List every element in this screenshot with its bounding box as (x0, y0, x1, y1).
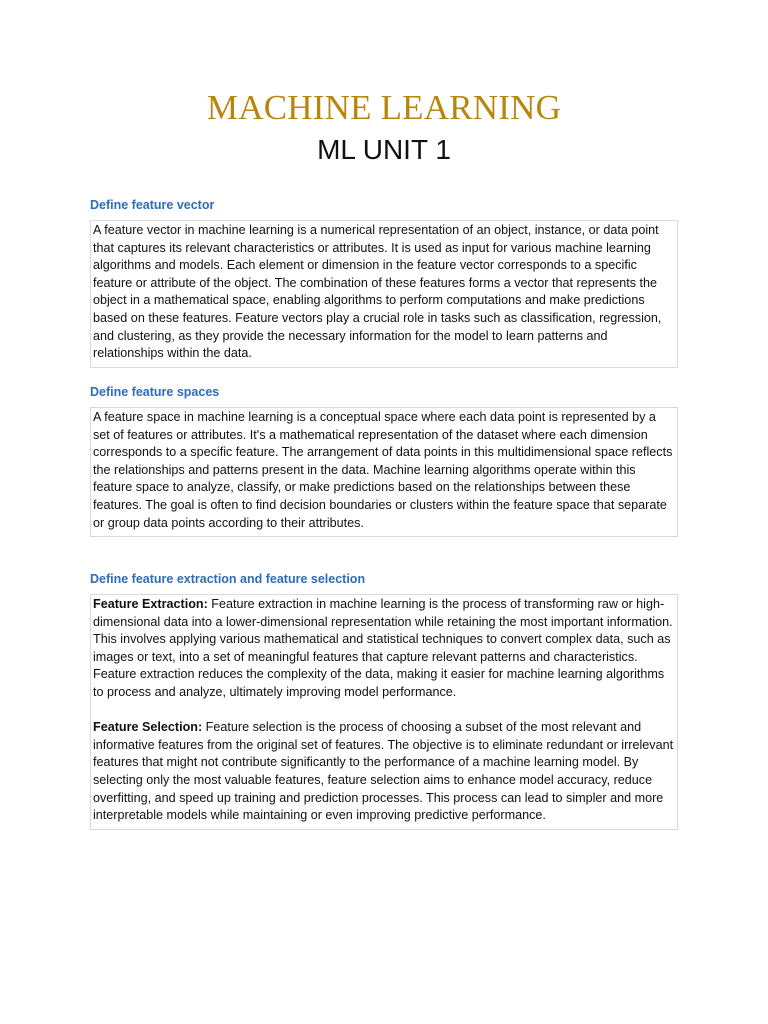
term-label: Feature Selection: (93, 720, 203, 735)
section-heading: Define feature extraction and feature selection (90, 572, 366, 586)
answer-box (90, 407, 678, 537)
answer-paragraph-selection (93, 719, 675, 825)
answer-text: Feature extraction in machine learning is the process of transforming raw or high-dimensional data into a lower-dimensional representation while retaining the most important information. This involves applying various mathematical and statistical techniques to convert complex data, such as images or text, into a set of meaningful features that capture relevant patterns and characteristics. Feature extraction reduces the complexity of the data, making it easier for machine learning algorithms to process and analyze, ultimately improving model performance. (93, 597, 673, 699)
answer-text: A feature space in machine learning is a conceptual space where each data point is represented by a set of features or attributes. It's a mathematical representation of the dataset where each dimension corresponds to a specific feature. The arrangement of data points in this multidimensional space reflects the relationships and patterns present in the data. Machine learning algorithms operate within this feature space to analyze, classify, or make predictions based on the relationships between these features. The goal is often to find decision boundaries or clusters within the feature space that separate or group data points according to their attributes. (93, 410, 673, 530)
document-title: MACHINE LEARNING (206, 88, 562, 127)
answer-box (90, 220, 678, 368)
section-feature-spaces (90, 384, 678, 537)
document-subtitle: ML UNIT 1 (317, 134, 451, 165)
answer-paragraph-extraction (93, 596, 675, 702)
section-heading: Define feature spaces (90, 385, 220, 399)
answer-paragraph (93, 222, 675, 363)
answer-box (90, 594, 678, 830)
term-label: Feature Extraction: (93, 597, 208, 611)
answer-paragraph (93, 409, 675, 532)
section-heading: Define feature vector (90, 198, 215, 212)
answer-text: Feature selection is the process of choosing a subset of the most relevant and informative features from the original set of features. The objective is to eliminate redundant or irrelevant features that might not contribute significantly to the performance of a machine learning model. By selecting only the most valuable features, feature selection aims to enhance model accuracy, reduce overfitting, and speed up training and prediction processes. This process can lead to simpler and more interpretable models while maintaining or even improving predictive performance. (93, 720, 674, 823)
section-feature-extraction-selection (90, 571, 678, 830)
answer-text: A feature vector in machine learning is a numerical representation of an object, instance, or data point that captures its relevant characteristics or attributes. It is used as input for various machine learning algorithms and models. Each element or dimension in the feature vector corresponds to a specific feature or attribute of the object. The combination of these features forms a vector that represents the object in a mathematical space, enabling algorithms to perform computations and make predictions based on these features. Feature vectors play a crucial role in tasks such as classification, regression, and clustering, as they provide the necessary information for the model to learn patterns and relationships within the data. (93, 223, 662, 361)
section-feature-vector (90, 197, 678, 368)
